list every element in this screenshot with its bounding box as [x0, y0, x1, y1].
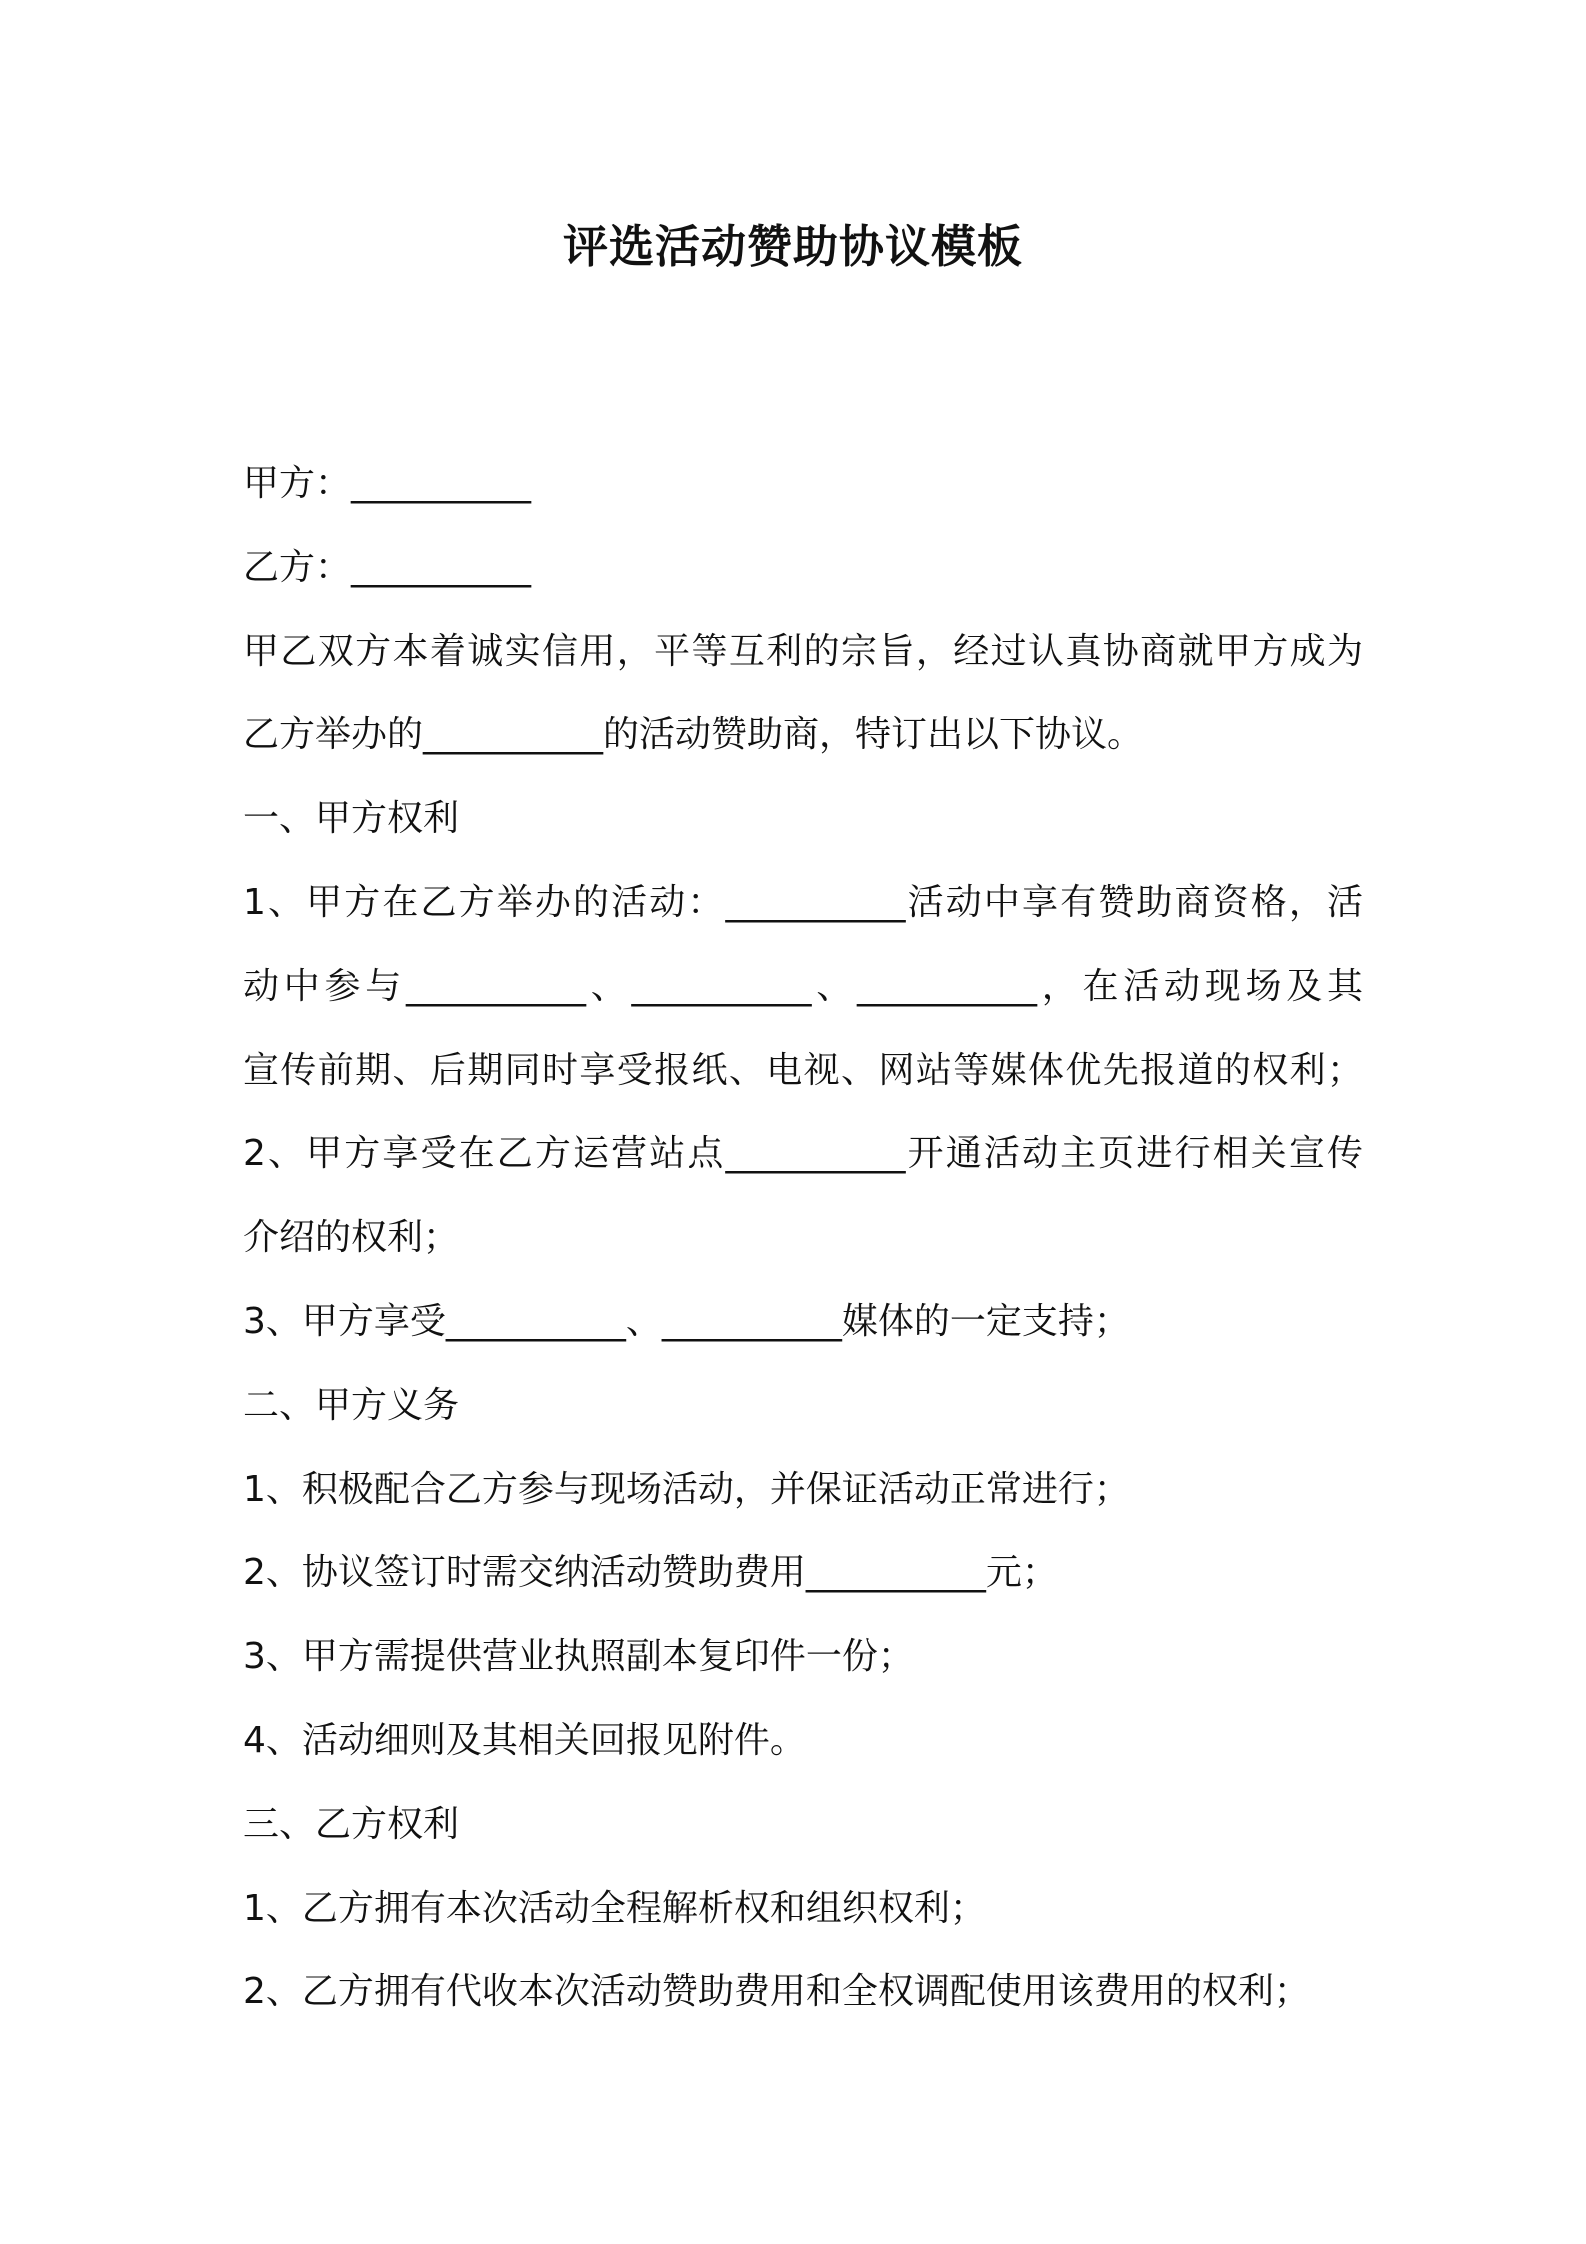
party-a-line: 甲方：__________: [243, 463, 532, 504]
clause-line: 宣传前期、后期同时享受报纸、电视、网站等媒体优先报道的权利；: [243, 1049, 1363, 1091]
clause-line: 介绍的权利；: [243, 1217, 460, 1259]
party-b-line: 乙方：__________: [243, 546, 532, 588]
clause-line: 动中参与__________、__________、__________，在活动现场及其: [243, 965, 1363, 1007]
preamble-line: 乙方举办的__________的活动赞助商，特订出以下协议。: [243, 714, 1144, 756]
clause-line: 4、活动细则及其相关回报见附件。: [243, 1719, 806, 1761]
document-title: 评选活动赞助协议模板: [562, 220, 1023, 273]
clause-line: 3、甲方享受__________、__________媒体的一定支持；: [243, 1300, 1130, 1342]
document-body: [243, 442, 1363, 2034]
section-heading: 三、乙方权利: [243, 1803, 460, 1845]
section-heading: 二、甲方义务: [243, 1384, 460, 1426]
preamble-line: 甲乙双方本着诚实信用，平等互利的宗旨，经过认真协商就甲方成为: [243, 630, 1363, 672]
clause-line: 2、甲方享受在乙方运营站点__________开通活动主页进行相关宣传: [243, 1133, 1363, 1175]
clause-line: 1、甲方在乙方举办的活动：__________活动中享有赞助商资格，活: [243, 881, 1363, 923]
clause-line: 2、协议签订时需交纳活动赞助费用__________元；: [243, 1552, 1058, 1594]
section-heading: 一、甲方权利: [243, 798, 460, 840]
clause-line: 1、积极配合乙方参与现场活动，并保证活动正常进行；: [243, 1468, 1130, 1510]
clause-line: 3、甲方需提供营业执照副本复印件一份；: [243, 1636, 914, 1678]
clause-line: 1、乙方拥有本次活动全程解析权和组织权利；: [243, 1887, 986, 1929]
clause-line: 2、乙方拥有代收本次活动赞助费用和全权调配使用该费用的权利；: [243, 1971, 1310, 2013]
